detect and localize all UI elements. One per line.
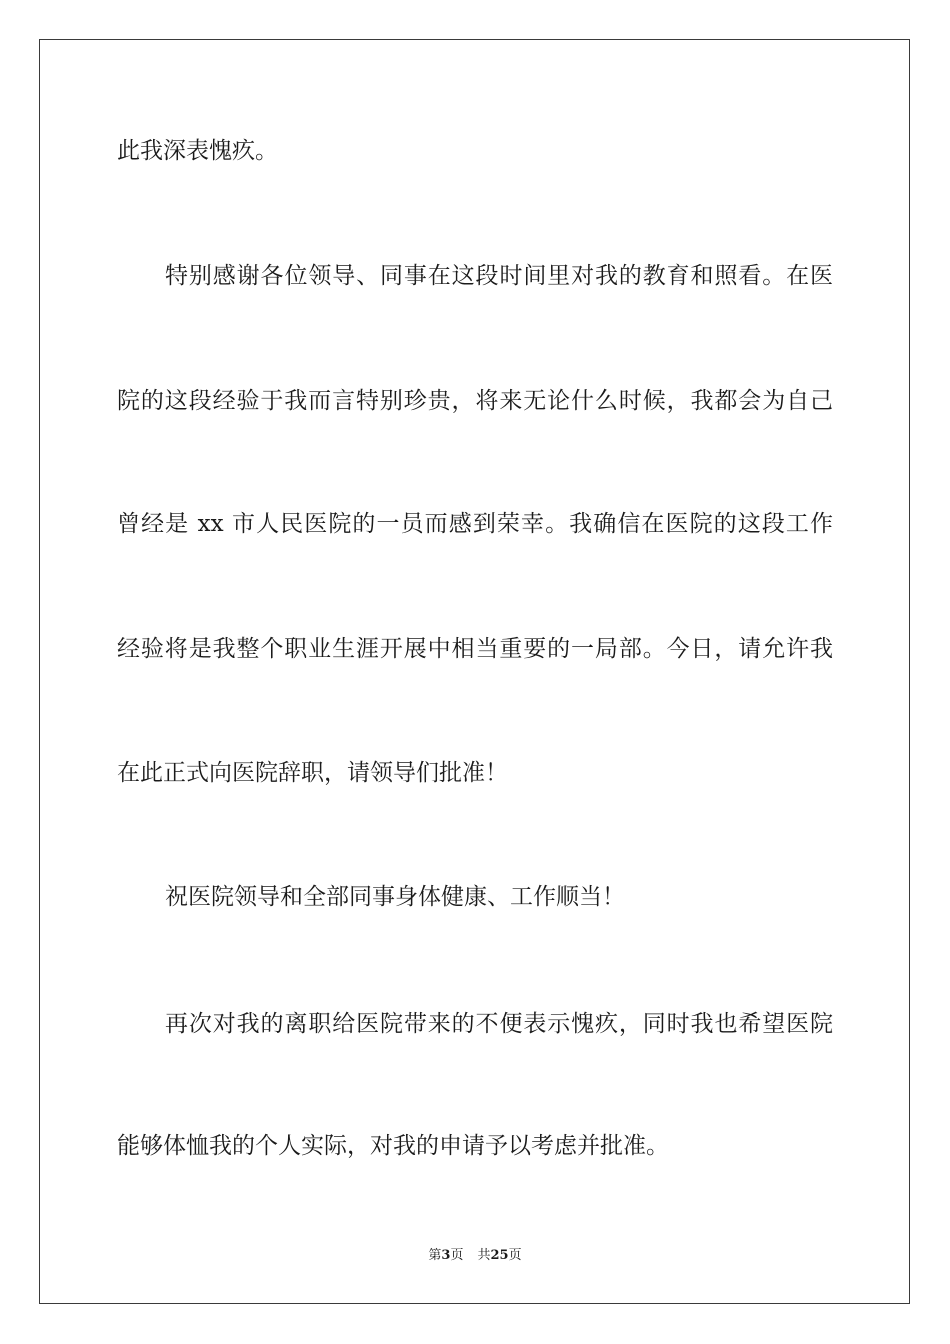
page-number: 3 xyxy=(441,1248,451,1263)
page-suffix: 页 xyxy=(450,1248,464,1263)
text-line: 再次对我的离职给医院带来的不便表示愧疚，同时我也希望医院 xyxy=(165,1011,833,1037)
text-line: 曾经是 xx 市人民医院的一员而感到荣幸。我确信在医院的这段工作 xyxy=(117,511,833,537)
total-prefix: 共 xyxy=(477,1248,491,1263)
text-line: 特别感谢各位领导、同事在这段时间里对我的教育和照看。在医 xyxy=(165,263,833,289)
total-pages: 25 xyxy=(490,1248,509,1263)
page-border xyxy=(39,39,910,1304)
page-prefix: 第 xyxy=(428,1248,442,1263)
text-line: 院的这段经验于我而言特别珍贵，将来无论什么时候，我都会为自己 xyxy=(117,388,833,414)
text-line: 经验将是我整个职业生涯开展中相当重要的一局部。今日，请允许我 xyxy=(117,636,833,662)
total-suffix: 页 xyxy=(508,1248,522,1263)
page-footer xyxy=(0,1247,950,1265)
text-line: 能够体恤我的个人实际，对我的申请予以考虑并批准。 xyxy=(117,1133,669,1159)
text-line: 在此正式向医院辞职，请领导们批准！ xyxy=(117,760,508,786)
text-line: 祝医院领导和全部同事身体健康、工作顺当！ xyxy=(165,884,625,910)
text-line: 此我深表愧疚。 xyxy=(117,138,278,164)
